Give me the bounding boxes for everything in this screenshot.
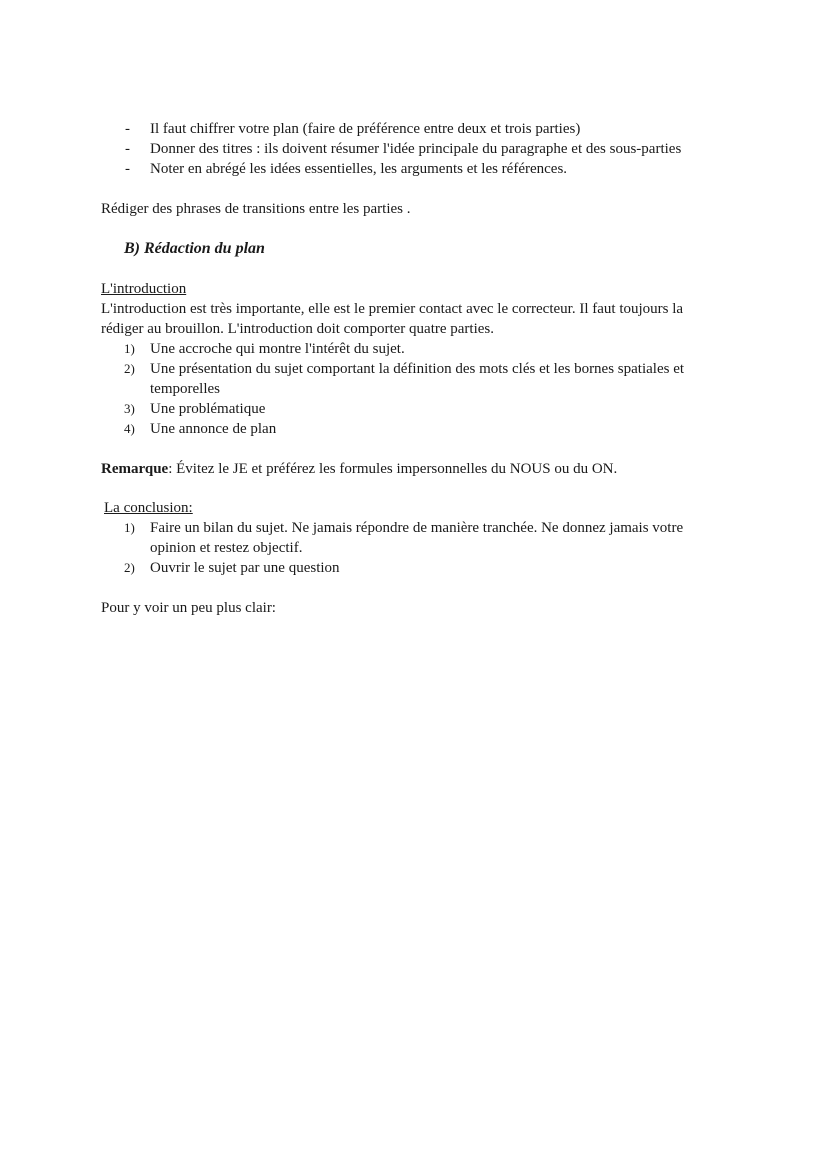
- section-heading-b: B) Rédaction du plan: [124, 240, 265, 257]
- list-number: 1): [124, 341, 135, 356]
- list-item-text: Une présentation du sujet comportant la définition des mots clés et les bornes spatiales et temporelles: [150, 361, 685, 397]
- introduction-paragraph: L'introduction est très importante, elle est le premier contact avec le correcteur. Il faut toujours la rédiger au brouillon. L'introduction doit comporter quatre parties.: [101, 301, 684, 337]
- list-item: [101, 399, 731, 419]
- introduction-heading: L'introduction: [101, 281, 187, 297]
- list-number: 1): [124, 520, 135, 535]
- list-item-text: Il faut chiffrer votre plan (faire de préférence entre deux et trois parties): [150, 121, 581, 137]
- list-item-text: Ouvrir le sujet par une question: [150, 560, 340, 576]
- introduction-list: [101, 339, 731, 439]
- list-number: 4): [124, 421, 135, 436]
- list-item: [101, 518, 731, 558]
- list-item: [101, 419, 731, 439]
- list-number: 2): [124, 560, 135, 575]
- list-item: [101, 339, 731, 359]
- method-dash-list: [101, 119, 731, 179]
- list-item-text: Donner des titres : ils doivent résumer l'idée principale du paragraphe et des sous-parties: [150, 141, 682, 157]
- list-item-text: Une problématique: [150, 401, 266, 417]
- list-item-text: Faire un bilan du sujet. Ne jamais répondre de manière tranchée. Ne donnez jamais votre opinion et restez objectif.: [150, 520, 684, 556]
- dash-marker: -: [125, 121, 130, 137]
- remark-label: Remarque: [101, 461, 169, 477]
- list-item-text: Une annonce de plan: [150, 421, 277, 437]
- conclusion-list: [101, 518, 731, 578]
- list-item: [101, 119, 731, 139]
- transitions-paragraph: Rédiger des phrases de transitions entre les parties .: [101, 201, 411, 217]
- list-number: 3): [124, 401, 135, 416]
- list-item: [101, 159, 731, 179]
- list-item-text: Noter en abrégé les idées essentielles, les arguments et les références.: [150, 161, 568, 177]
- list-item: [101, 139, 731, 159]
- remark-text: : Évitez le JE et préférez les formules impersonnelles du NOUS ou du ON.: [168, 461, 618, 477]
- list-number: 2): [124, 361, 135, 376]
- list-item: [101, 359, 731, 399]
- dash-marker: -: [125, 161, 130, 177]
- list-item: [101, 558, 731, 578]
- list-item-text: Une accroche qui montre l'intérêt du sujet.: [150, 341, 405, 357]
- closing-paragraph: Pour y voir un peu plus clair:: [101, 600, 276, 616]
- remark-paragraph: [101, 459, 731, 479]
- dash-marker: -: [125, 141, 130, 157]
- conclusion-heading: La conclusion:: [104, 500, 193, 516]
